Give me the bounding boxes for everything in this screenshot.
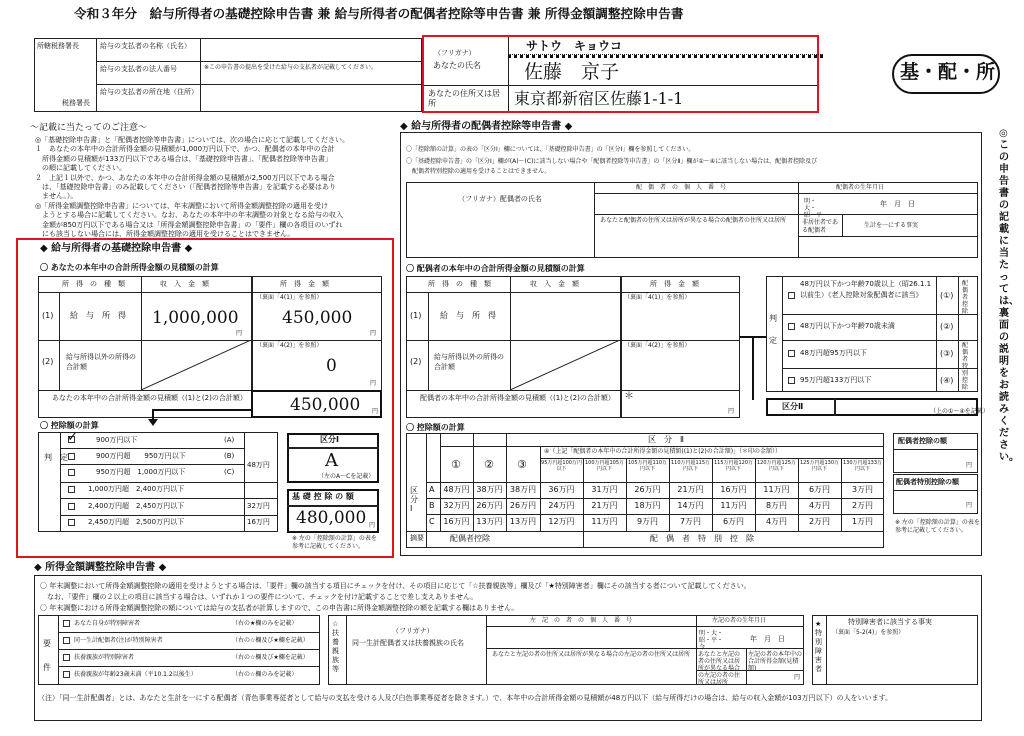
- spouse-special-input[interactable]: [895, 492, 976, 512]
- req-label: あなた自身が特別障害者: [74, 620, 141, 627]
- req-note: （右の☆欄及び★欄を記載）: [232, 637, 309, 644]
- req-label: 同一生計配偶者(注)が特別障害者: [74, 637, 163, 644]
- matrix-cell: 6万円: [722, 517, 745, 526]
- spouse-name-field[interactable]: [408, 230, 592, 256]
- matrix-cell: 7万円: [679, 517, 702, 526]
- row2-label: 給与所得以外の所得の合計額: [434, 353, 504, 371]
- tier-amount: 32万円: [247, 502, 270, 510]
- matrix-cell: 16万円: [720, 485, 747, 494]
- col-income: 収 入 金 額: [530, 280, 579, 288]
- spouse-note2: 〇「基礎控除申告書」の「区分Ⅰ」欄が(A)～(C)に該当しない場合や「配偶者控除等申告書」の「区分Ⅱ」欄が①～④に該当しない場合は、配偶者控除及び: [406, 158, 818, 165]
- note-line: ２ 上記１以外で、かつ、あなたの本年中の合計所得金額の見積額が2,500万円以下である場合: [35, 173, 335, 182]
- judge-label: 判 定: [44, 453, 68, 462]
- range-header: 95万円超100万円以下: [541, 460, 582, 472]
- matrix-cell: 13万円: [476, 517, 503, 526]
- note-line: ◎「所得金額調整控除申告書」については、年末調整において所得金額調整控除の適用を受け: [35, 201, 328, 210]
- side-vertical: 配偶者控除: [962, 280, 969, 315]
- nonres-label: 非居住者である配偶者: [802, 219, 839, 234]
- arrow-line: [152, 409, 251, 411]
- dependent-name-field[interactable]: [348, 652, 484, 683]
- name-input[interactable]: 佐藤 京子: [524, 61, 620, 83]
- row1-label: 給 与 所 得: [70, 311, 126, 320]
- row-key: C: [429, 517, 435, 526]
- kubun2-input[interactable]: [836, 400, 926, 414]
- tokubetsu-side: ★特別障害者: [815, 620, 822, 673]
- tier-checkbox[interactable]: [68, 469, 75, 476]
- deduct-label: 基 礎 控 除 の 額: [292, 492, 354, 501]
- judge-label-1: 48万円以下かつ年齢70歳以上（昭26.1.1以前生）《老人控除対象配偶者に該当》: [800, 280, 932, 299]
- check-icon: ✓: [67, 430, 78, 445]
- yen-mark: 円: [372, 408, 379, 415]
- arrow-line: [752, 336, 766, 338]
- matrix-cell: 4万円: [808, 501, 831, 510]
- row2-note: （裏面「4(2)」を参照）: [624, 342, 691, 349]
- payer-number-note: ※この申告書の提出を受けた給与の支払者が記載してください。: [204, 64, 378, 71]
- col-amount: 所 得 金 額: [280, 280, 329, 288]
- deduction-title: 〇 控除額の計算: [40, 421, 99, 430]
- kubun2-label: 区分Ⅱ: [782, 402, 804, 411]
- matrix-cell: 38万円: [509, 485, 537, 494]
- row-key: B: [429, 501, 435, 510]
- spouse-deduction-input[interactable]: [895, 451, 976, 471]
- haigu-tokubetsu-label: 配 偶 者 特 別 控 除: [650, 534, 754, 543]
- row1-no: (1): [410, 311, 422, 320]
- judge-checkbox[interactable]: [788, 323, 795, 330]
- furigana-label: （フリガナ）: [392, 627, 434, 635]
- name-label: あなたの氏名: [433, 61, 481, 70]
- total-income-input[interactable]: 450,000: [290, 395, 361, 415]
- era-label: 明・大・昭・平・令: [699, 630, 724, 651]
- other-income-input[interactable]: 0: [326, 356, 337, 376]
- matrix-cell: 11万円: [720, 501, 747, 510]
- tekiyo-label: 摘要: [410, 534, 424, 542]
- req-checkbox[interactable]: [63, 620, 70, 627]
- tax-office-suffix: 税務署長: [62, 99, 90, 107]
- matrix-cell: 4万円: [765, 517, 788, 526]
- diagonal-slash: [510, 340, 620, 390]
- matrix-cell: 16万円: [443, 517, 470, 526]
- total-label: あなたの本年中の合計所得金額の見積額（(1)と(2)の合計額）: [52, 394, 247, 402]
- kubun2-note: （上の①～④を記載）: [930, 408, 989, 415]
- row2-note: （裏面「4(2)」を参照）: [256, 342, 323, 349]
- spouse-name-label: （フリガナ）配偶者の氏名: [458, 195, 542, 203]
- kubun1-label: 区分Ⅰ: [320, 435, 339, 444]
- note-line: の順に記載してください。: [35, 164, 126, 173]
- matrix-cell: 11万円: [763, 485, 790, 494]
- spouse-total-label: 配偶者の本年中の合計所得金額の見積額（(1)と(2)の合計額）: [420, 394, 615, 402]
- spouse-calc-title: 〇 配偶者の本年中の合計所得金額の見積額の計算: [406, 264, 585, 273]
- adjust-note2: なお、「要件」欄の２以上の項目に該当する場合は、いずれか１つの要件について、チェックを付け記載することで差し支えありません。: [40, 593, 478, 601]
- tier-label: 950万円超 1,000万円以下: [96, 468, 186, 476]
- note-line: ようとする場合に記載してください。なお、あなたの本年中の年末調整の対象となる給与の収入: [35, 211, 343, 220]
- matrix-cell: 26万円: [509, 501, 537, 510]
- address-input[interactable]: 東京都新宿区佐藤1-1-1: [514, 89, 684, 108]
- matrix-cell: 24万円: [548, 501, 575, 510]
- req-note: （右の☆欄のみを記載）: [232, 671, 298, 678]
- row2-no: (2): [410, 357, 422, 366]
- basic-section-title: ◆ 給与所得者の基礎控除申告書 ◆: [40, 243, 193, 254]
- kubun1-input[interactable]: A: [325, 450, 338, 471]
- range-header: 125万円超130万円以下: [799, 460, 840, 472]
- spouse-section-title: ◆ 給与所得者の配偶者控除等申告書 ◆: [400, 121, 573, 132]
- matrix-cell: 21万円: [677, 485, 704, 494]
- note-line: にも該当しない場合には、所得金額調整控除の適用を受けることはできません。: [35, 230, 295, 239]
- matrix-cell: 9万円: [636, 517, 659, 526]
- matrix-cell: 38万円: [476, 485, 503, 494]
- matrix-cell: 1万円: [851, 517, 874, 526]
- fuyo-addr-short: あなたと左記の者の住所又は居所が異なる場合の左記の者の住所又は居所: [698, 651, 741, 686]
- judge-no: (②): [940, 322, 954, 331]
- payer-number-field[interactable]: [202, 63, 420, 83]
- judge-no: (④): [940, 376, 954, 385]
- yen-mark: 円: [369, 522, 376, 529]
- adjust-note3: 〇 年末調整における所得金額調整控除の額については給与の支払者が計算しますので、この申告書に所得金額調整控除の額を記載する欄はありません。: [40, 604, 519, 612]
- ymd-label: 年 月 日: [880, 200, 915, 208]
- side-instruction: ◎この申告書の記載に当たっては、裏面の説明をお読みください。: [999, 128, 1019, 463]
- diagonal-slash: [141, 340, 251, 390]
- col-amount: 所 得 金 額: [650, 280, 699, 288]
- fuyo-name-label: 同一生計配偶者又は扶養親族の氏名: [352, 639, 464, 647]
- fuyo-side: ☆扶養親族等: [332, 620, 339, 673]
- req-checkbox[interactable]: [63, 654, 70, 661]
- judge-label-4: 95万円超133万円以下: [800, 376, 872, 384]
- yoken-label: 要件: [43, 639, 51, 672]
- number-label: 左 記 の 者 の 個 人 番 号: [530, 617, 633, 624]
- note-line: は、「基礎控除申告書」のみ記載してください（「配偶者控除等申告書」を記載する必要はあり: [35, 183, 336, 192]
- salary-income-input[interactable]: 1,000,000: [152, 308, 239, 328]
- tier-label: 2,400万円超 2,450万円以下: [88, 502, 185, 510]
- matrix-cell: 31万円: [591, 485, 618, 494]
- matrix-cell: 32万円: [443, 501, 470, 510]
- payer-address-label: 給与の支払者の所在地（住所）: [100, 88, 198, 96]
- yen-mark: 円: [728, 408, 735, 415]
- matrix-cell: 3万円: [851, 485, 874, 494]
- judge-label-2: 48万円以下かつ年齢70歳未満: [800, 322, 895, 330]
- req-label: 扶養親族が特別障害者: [74, 654, 135, 661]
- matrix-cell: 12万円: [548, 517, 575, 526]
- range-header: 110万円超115万円以下: [670, 460, 711, 472]
- spouse-birth-label: 配偶者の生年月日: [836, 184, 885, 191]
- matrix-cell: 18万円: [634, 501, 661, 510]
- note-line: 金額が850万円以下である場合又は「所得金額調整控除申告書」の「要件」欄の各項目のいずれ: [35, 220, 343, 229]
- payer-name-field[interactable]: [202, 40, 420, 60]
- era-label: 明・大・昭・平: [804, 198, 823, 219]
- req-note: （右の★欄のみを記載）: [232, 620, 298, 627]
- kubun1-note: （左のA～Cを記載）: [318, 473, 375, 480]
- judge-no: (①): [940, 291, 954, 300]
- matrix-cell: 2万円: [851, 501, 874, 510]
- yen-mark: 円: [794, 674, 801, 681]
- row1-note: （裏面「4(1)」を参照）: [624, 294, 691, 301]
- matrix-cell: 14万円: [677, 501, 704, 510]
- matrix-cell: 13万円: [509, 517, 537, 526]
- tier-label: 1,000万円超 2,400万円以下: [88, 485, 185, 493]
- req-label: 扶養親族が年齢23歳未満（平10.1.2以後生）: [74, 671, 197, 678]
- judge-label: 判 定: [769, 314, 785, 345]
- haigu-kojo-label: 配偶者控除: [450, 534, 490, 543]
- out1-label: 配偶者控除の額: [898, 437, 947, 445]
- spouse-note3: 配偶者特別控除の適用を受けることはできません。: [406, 168, 551, 175]
- disability-fact-field[interactable]: [828, 640, 976, 683]
- judge-label-3: 48万円超95万円以下: [800, 349, 867, 357]
- range-header: 105万円超110万円以下: [627, 460, 668, 472]
- badge-text: 基・配・所: [900, 61, 996, 83]
- tier-code: (A): [224, 436, 235, 444]
- col-income: 収 入 金 額: [160, 280, 209, 288]
- judge-checkbox[interactable]: [788, 292, 795, 299]
- matrix-cell: 11万円: [591, 517, 618, 526]
- row2-no: (2): [42, 357, 54, 366]
- furigana-input[interactable]: サトウ キョウコ: [526, 39, 623, 53]
- row1-no: (1): [42, 311, 54, 320]
- tier-label: 900万円超 950万円以下: [96, 452, 186, 460]
- yen-mark: 円: [966, 502, 973, 509]
- tokubetsu-head: 特別障害者に該当する事実: [848, 618, 932, 626]
- side-vertical: 配 偶 者 特 別 控 除: [962, 342, 975, 391]
- row1-label: 給 与 所 得: [440, 311, 496, 320]
- judge-checkbox[interactable]: [788, 377, 795, 384]
- addr-note: あなたと左記の者の住所又は居所が異なる場合の左記の者の住所又は居所: [492, 651, 691, 658]
- matrix-cell: 48万円: [443, 485, 470, 494]
- judge-no: (③): [940, 349, 954, 358]
- yen-mark: 円: [236, 330, 243, 337]
- tier-code: (C): [224, 468, 235, 476]
- req-checkbox[interactable]: [63, 637, 70, 644]
- footnote: （注）「同一生計配偶者」とは、あなたと生計を一にする配偶者（青色事業専従者として給与の支払を受ける人及び白色事業専従者を除きます。）で、本年中の合計所得金額の見積額が48万円以下（給与所得だけの場合は、給与の収入金額が103万円以下）の人をいいます。: [38, 694, 893, 702]
- tier-label: 900万円以下: [96, 436, 138, 444]
- req-checkbox[interactable]: [63, 671, 70, 678]
- basic-calc-title: 〇 あなたの本年中の合計所得金額の見積額の計算: [40, 263, 219, 272]
- basic-deduction-input[interactable]: 480,000: [296, 508, 367, 528]
- tokubetsu-note: （裏面「5-2(4)」を参照）: [832, 629, 905, 636]
- matrix-cell: 26万円: [476, 501, 503, 510]
- notes-list: [35, 136, 397, 239]
- out-note: ※ 左の「控除額の計算」の表を参考に記載してください。: [895, 519, 980, 534]
- matrix-cell: 36万円: [548, 485, 575, 494]
- row1-note: （裏面「4(1)」を参照）: [256, 294, 323, 301]
- kubun1-side: 区分Ⅰ: [410, 486, 418, 513]
- payer-address-field[interactable]: [202, 86, 420, 110]
- col-type: 所 得 の 種 類: [62, 280, 125, 288]
- tier-checkbox[interactable]: [68, 519, 75, 526]
- range-header: 130万円超133万円以下: [842, 460, 883, 472]
- kubun2-head: 区 分 Ⅱ: [648, 435, 684, 444]
- tier-code: (B): [224, 452, 235, 460]
- note-line: ません。）。: [35, 192, 78, 201]
- notes-title: ～記載に当たってのご注意～: [30, 123, 148, 133]
- row-key: A: [429, 485, 435, 494]
- tax-office-label: 所轄税務署長: [37, 42, 79, 50]
- tier-checkbox[interactable]: [68, 486, 75, 493]
- arrow-line: [752, 336, 754, 400]
- yen-mark: 円: [966, 462, 973, 469]
- income-note: 左記の者の本年中の合計所得金額(見積額): [748, 651, 803, 672]
- judge-checkbox[interactable]: [788, 350, 795, 357]
- col4-head: ④（上記「配偶者の本年中の合計所得金額の見積額((1)と(2)の合計額)」（＊印の金額））: [544, 448, 782, 455]
- spouse-total-field[interactable]: [622, 392, 738, 416]
- spouse-deduction-title: 〇 控除額の計算: [406, 423, 465, 432]
- matrix-cell: 21万円: [591, 501, 618, 510]
- note-line: １ あなたの本年中の合計所得金額の見積額が1,000万円以下で、かつ、配偶者の本年中の合計: [35, 145, 335, 154]
- arrow-down-icon: [148, 419, 158, 426]
- out2-label: 配偶者特別控除の額: [896, 478, 959, 486]
- col-head: ①: [451, 458, 461, 471]
- form-title: 令和３年分 給与所得者の基礎控除申告書 兼 給与所得者の配偶者控除等申告書 兼 所得金額調整控除申告書: [74, 6, 684, 21]
- tier-amount: 48万円: [247, 461, 270, 469]
- spouse-number-field[interactable]: [596, 195, 796, 213]
- note-line: 所得金額の見積額が133万円以下である場合は、「基礎控除申告書」、「配偶者控除等申告書」: [35, 154, 332, 163]
- adjust-note1: 〇 年末調整において所得金額調整控除の適用を受けようとする場合は、「要件」欄の該当する項目にチェックを付け、その項目に応じて「☆扶養親族等」欄及び「★特別障害者」欄にその該当する者について記載してください。: [40, 582, 751, 590]
- tier-checkbox[interactable]: [68, 503, 75, 510]
- yen-mark: 円: [370, 380, 377, 387]
- row2-label: 給与所得以外の所得の合計額: [66, 353, 136, 371]
- req-note: （右の☆欄及び★欄を記載）: [232, 654, 309, 661]
- col-head: ③: [517, 458, 527, 471]
- matrix-cell: 6万円: [808, 485, 831, 494]
- col-type: 所 得 の 種 類: [428, 280, 491, 288]
- seikei-label: 生計を一にする事実: [864, 222, 919, 229]
- yen-mark: 円: [370, 330, 377, 337]
- tier-checkbox[interactable]: [68, 453, 75, 460]
- payer-name-label: 給与の支払者の名称（氏名）: [100, 42, 191, 50]
- spouse-addr-note: あなたと配偶者の住所又は居所が異なる場合の配偶者の住所又は居所: [600, 217, 787, 224]
- range-header: 100万円超105万円以下: [584, 460, 625, 472]
- spouse-note1: 〇「控除額の計算」の表の「区分Ⅰ」欄については、「基礎控除申告書」の「区分Ⅰ」欄を参照してください。: [406, 146, 695, 153]
- address-label: あなたの住所又は居所: [428, 89, 500, 108]
- range-header: 115万円超120万円以下: [713, 460, 754, 472]
- adjust-section-title: ◆ 所得金額調整控除申告書 ◆: [34, 562, 167, 573]
- deduct-note: ※ 左の「控除額の計算」の表を参考に記載してください。: [292, 535, 377, 550]
- matrix-cell: 26万円: [634, 485, 661, 494]
- note-line: ◎「基礎控除申告書」と「配偶者控除等申告書」については、次の場合に応じて記載してください。: [35, 136, 349, 144]
- furigana-label: （フリガナ）: [434, 49, 476, 57]
- tier-amount: 16万円: [247, 518, 270, 526]
- col-head: ②: [484, 458, 494, 471]
- salary-amount-input[interactable]: 450,000: [282, 308, 353, 328]
- tier-label: 2,450万円超 2,500万円以下: [88, 518, 185, 526]
- asterisk: ＊: [624, 391, 634, 402]
- birth-label: 左記の者の生年月日: [712, 617, 767, 624]
- range-header: 120万円超125万円以下: [756, 460, 797, 472]
- matrix-cell: 2万円: [808, 517, 831, 526]
- ymd-label: 年 月 日: [750, 635, 785, 643]
- matrix-cell: 8万円: [765, 501, 788, 510]
- payer-number-label: 給与の支払者の法人番号: [100, 65, 177, 73]
- dependent-number-field[interactable]: [488, 628, 694, 647]
- spouse-number-label: 配 偶 者 の 個 人 番 号: [636, 184, 727, 191]
